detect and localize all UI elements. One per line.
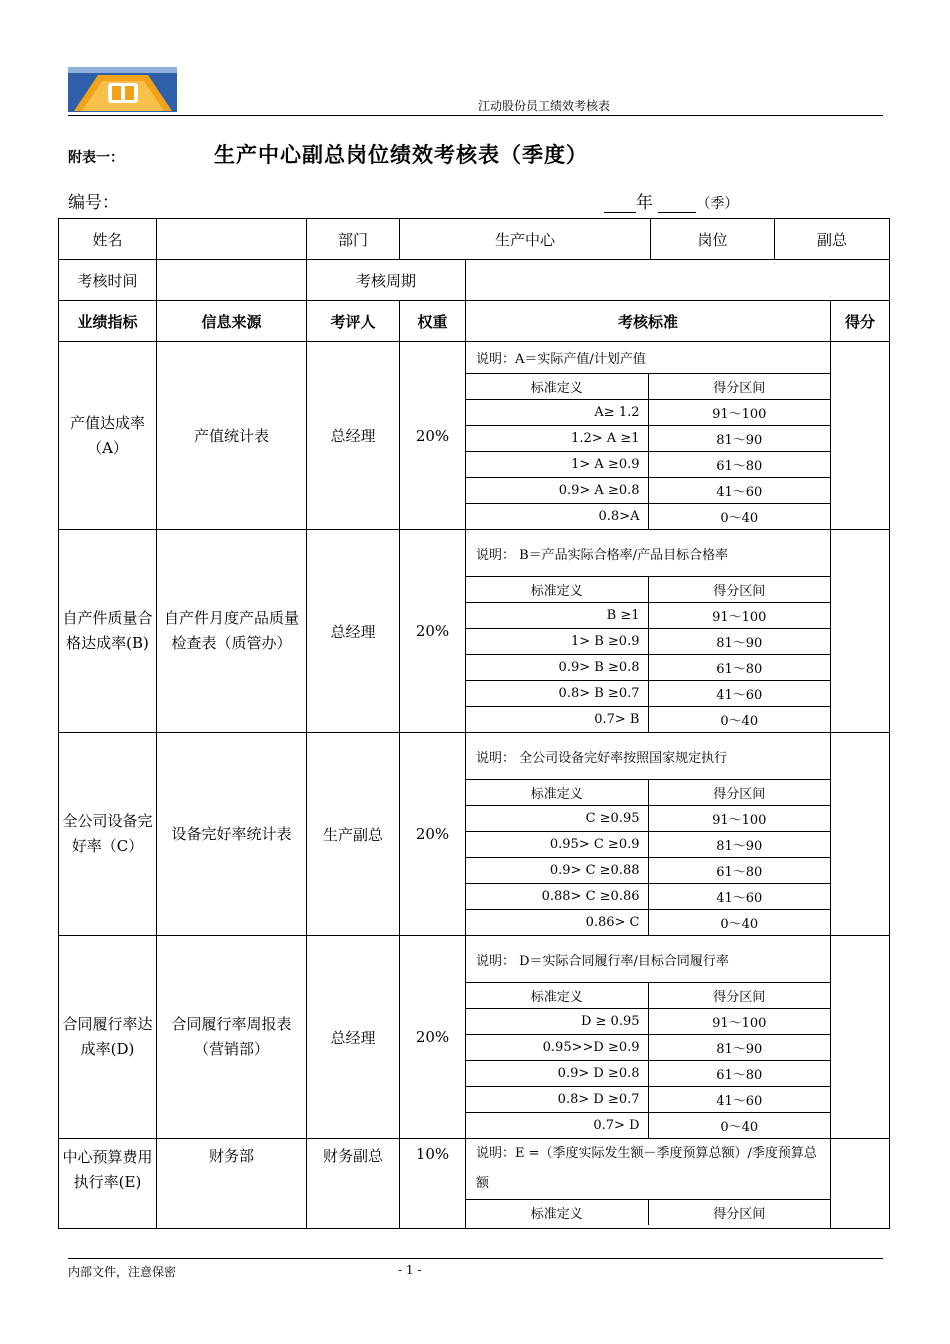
indicator-name: 全公司设备完好率（C） [59, 733, 157, 936]
level-def: A≥ 1.2 [466, 400, 648, 426]
col-evaluator: 考评人 [307, 301, 400, 342]
season-label: （季） [696, 196, 739, 212]
indicator-weight: 20% [400, 936, 466, 1139]
criteria-range-header: 得分区间 [648, 1200, 830, 1226]
indicator-evaluator: 财务副总 [307, 1139, 400, 1229]
level-def: 0.9> A ≥0.8 [466, 478, 648, 504]
level-range: 61～80 [648, 452, 830, 478]
criteria-table [466, 733, 830, 935]
criteria-table [466, 530, 830, 732]
level-def: 0.95> C ≥0.9 [466, 832, 648, 858]
footer-confidential: 内部文件，注意保密 [68, 1265, 177, 1279]
level-range: 41～60 [648, 478, 830, 504]
level-def: B ≥1 [466, 603, 648, 629]
level-range: 81～90 [648, 1035, 830, 1061]
info-row-1 [59, 219, 890, 260]
level-def: 0.7> D [466, 1113, 648, 1139]
assessment-cycle-label: 考核周期 [307, 260, 466, 301]
post-value: 副总 [775, 219, 890, 260]
criteria-note: 说明：A＝实际产值/计划产值 [476, 352, 646, 367]
criteria-def-header: 标准定义 [466, 1200, 648, 1226]
level-range: 41～60 [648, 884, 830, 910]
level-range: 0～40 [648, 910, 830, 936]
level-def: 0.8> D ≥0.7 [466, 1087, 648, 1113]
assessment-time-value[interactable] [157, 260, 307, 301]
score-cell[interactable] [831, 733, 890, 936]
indicator-source: 设备完好率统计表 [157, 733, 307, 936]
level-def: 0.9> C ≥0.88 [466, 858, 648, 884]
header-company-title: 江动股份员工绩效考核表 [477, 99, 610, 113]
criteria-cell [466, 342, 831, 530]
score-cell[interactable] [831, 530, 890, 733]
indicator-name: 中心预算费用执行率(E) [59, 1139, 157, 1229]
indicator-source: 合同履行率周报表（营销部） [157, 936, 307, 1139]
level-def: D ≥ 0.95 [466, 1009, 648, 1035]
indicator-name: 产值达成率（A） [59, 342, 157, 530]
level-def: 0.8> B ≥0.7 [466, 681, 648, 707]
indicator-name: 合同履行率达成率(D) [59, 936, 157, 1139]
indicator-source: 产值统计表 [157, 342, 307, 530]
level-def: C ≥0.95 [466, 806, 648, 832]
criteria-def-header: 标准定义 [466, 780, 648, 806]
level-range: 81～90 [648, 629, 830, 655]
level-range: 61～80 [648, 858, 830, 884]
level-def: 0.9> D ≥0.8 [466, 1061, 648, 1087]
indicator-weight: 20% [400, 733, 466, 936]
season-blank[interactable] [658, 194, 696, 213]
criteria-def-header: 标准定义 [466, 374, 648, 400]
criteria-cell [466, 733, 831, 936]
col-standard: 考核标准 [466, 301, 831, 342]
footer-divider [68, 1258, 883, 1259]
level-range: 61～80 [648, 655, 830, 681]
score-cell[interactable] [831, 936, 890, 1139]
criteria-def-header: 标准定义 [466, 577, 648, 603]
period-field [604, 188, 738, 213]
level-range: 41～60 [648, 681, 830, 707]
indicator-weight: 20% [400, 530, 466, 733]
indicator-row-c [59, 733, 890, 936]
department-label: 部门 [307, 219, 400, 260]
criteria-note: 说明：E =（季度实际发生额－季度预算总额）/季度预算总额 [476, 1146, 817, 1191]
header-divider [68, 115, 883, 116]
indicator-source: 财务部 [157, 1139, 307, 1229]
annex-label: 附表一： [68, 150, 124, 166]
criteria-note: 说明： D＝实际合同履行率/目标合同履行率 [476, 953, 729, 969]
level-def: 1.2> A ≥1 [466, 426, 648, 452]
indicator-evaluator: 生产副总 [307, 733, 400, 936]
level-range: 91～100 [648, 603, 830, 629]
criteria-table [466, 342, 830, 529]
column-header-row [59, 301, 890, 342]
assessment-time-label: 考核时间 [59, 260, 157, 301]
level-range: 81～90 [648, 832, 830, 858]
page-number: - 1 - [398, 1263, 422, 1277]
level-range: 81～90 [648, 426, 830, 452]
level-def: 1> B ≥0.9 [466, 629, 648, 655]
level-range: 91～100 [648, 400, 830, 426]
indicator-weight: 10% [400, 1139, 466, 1229]
indicator-evaluator: 总经理 [307, 936, 400, 1139]
col-weight: 权重 [400, 301, 466, 342]
level-range: 0～40 [648, 707, 830, 733]
level-def: 0.9> B ≥0.8 [466, 655, 648, 681]
indicator-row-d [59, 936, 890, 1139]
department-value: 生产中心 [400, 219, 651, 260]
level-range: 0～40 [648, 1113, 830, 1139]
document-title: 生产中心副总岗位绩效考核表（季度） [214, 142, 588, 167]
level-def: 0.88> C ≥0.86 [466, 884, 648, 910]
indicator-row-a [59, 342, 890, 530]
name-value[interactable] [157, 219, 307, 260]
col-indicator: 业绩指标 [59, 301, 157, 342]
indicator-name: 自产件质量合格达成率(B) [59, 530, 157, 733]
level-def: 0.95>>D ≥0.9 [466, 1035, 648, 1061]
year-label: 年 [636, 193, 653, 213]
indicator-evaluator: 总经理 [307, 342, 400, 530]
serial-number-label: 编号： [68, 193, 119, 213]
criteria-range-header: 得分区间 [648, 983, 830, 1009]
level-range: 61～80 [648, 1061, 830, 1087]
score-cell[interactable] [831, 342, 890, 530]
indicator-row-e [59, 1139, 890, 1229]
level-def: 0.86> C [466, 910, 648, 936]
post-label: 岗位 [651, 219, 775, 260]
level-def: 1> A ≥0.9 [466, 452, 648, 478]
criteria-note: 说明： 全公司设备完好率按照国家规定执行 [476, 750, 728, 766]
criteria-cell [466, 530, 831, 733]
criteria-cell [466, 1139, 831, 1229]
criteria-range-header: 得分区间 [648, 374, 830, 400]
assessment-table [58, 218, 890, 1229]
level-range: 0～40 [648, 504, 830, 530]
criteria-range-header: 得分区间 [648, 577, 830, 603]
criteria-table [466, 1139, 830, 1225]
criteria-range-header: 得分区间 [648, 780, 830, 806]
level-range: 91～100 [648, 806, 830, 832]
level-range: 41～60 [648, 1087, 830, 1113]
assessment-cycle-value[interactable] [466, 260, 890, 301]
col-score: 得分 [831, 301, 890, 342]
level-range: 91～100 [648, 1009, 830, 1035]
indicator-evaluator: 总经理 [307, 530, 400, 733]
name-label: 姓名 [59, 219, 157, 260]
year-blank[interactable] [604, 194, 636, 213]
level-def: 0.7> B [466, 707, 648, 733]
info-row-2 [59, 260, 890, 301]
indicator-row-b [59, 530, 890, 733]
indicator-source: 自产件月度产品质量检查表（质管办） [157, 530, 307, 733]
criteria-cell [466, 936, 831, 1139]
score-cell[interactable] [831, 1139, 890, 1229]
criteria-table [466, 936, 830, 1138]
criteria-def-header: 标准定义 [466, 983, 648, 1009]
indicator-weight: 20% [400, 342, 466, 530]
col-source: 信息来源 [157, 301, 307, 342]
criteria-note: 说明： B＝产品实际合格率/产品目标合格率 [476, 547, 729, 563]
level-def: 0.8>A [466, 504, 648, 530]
